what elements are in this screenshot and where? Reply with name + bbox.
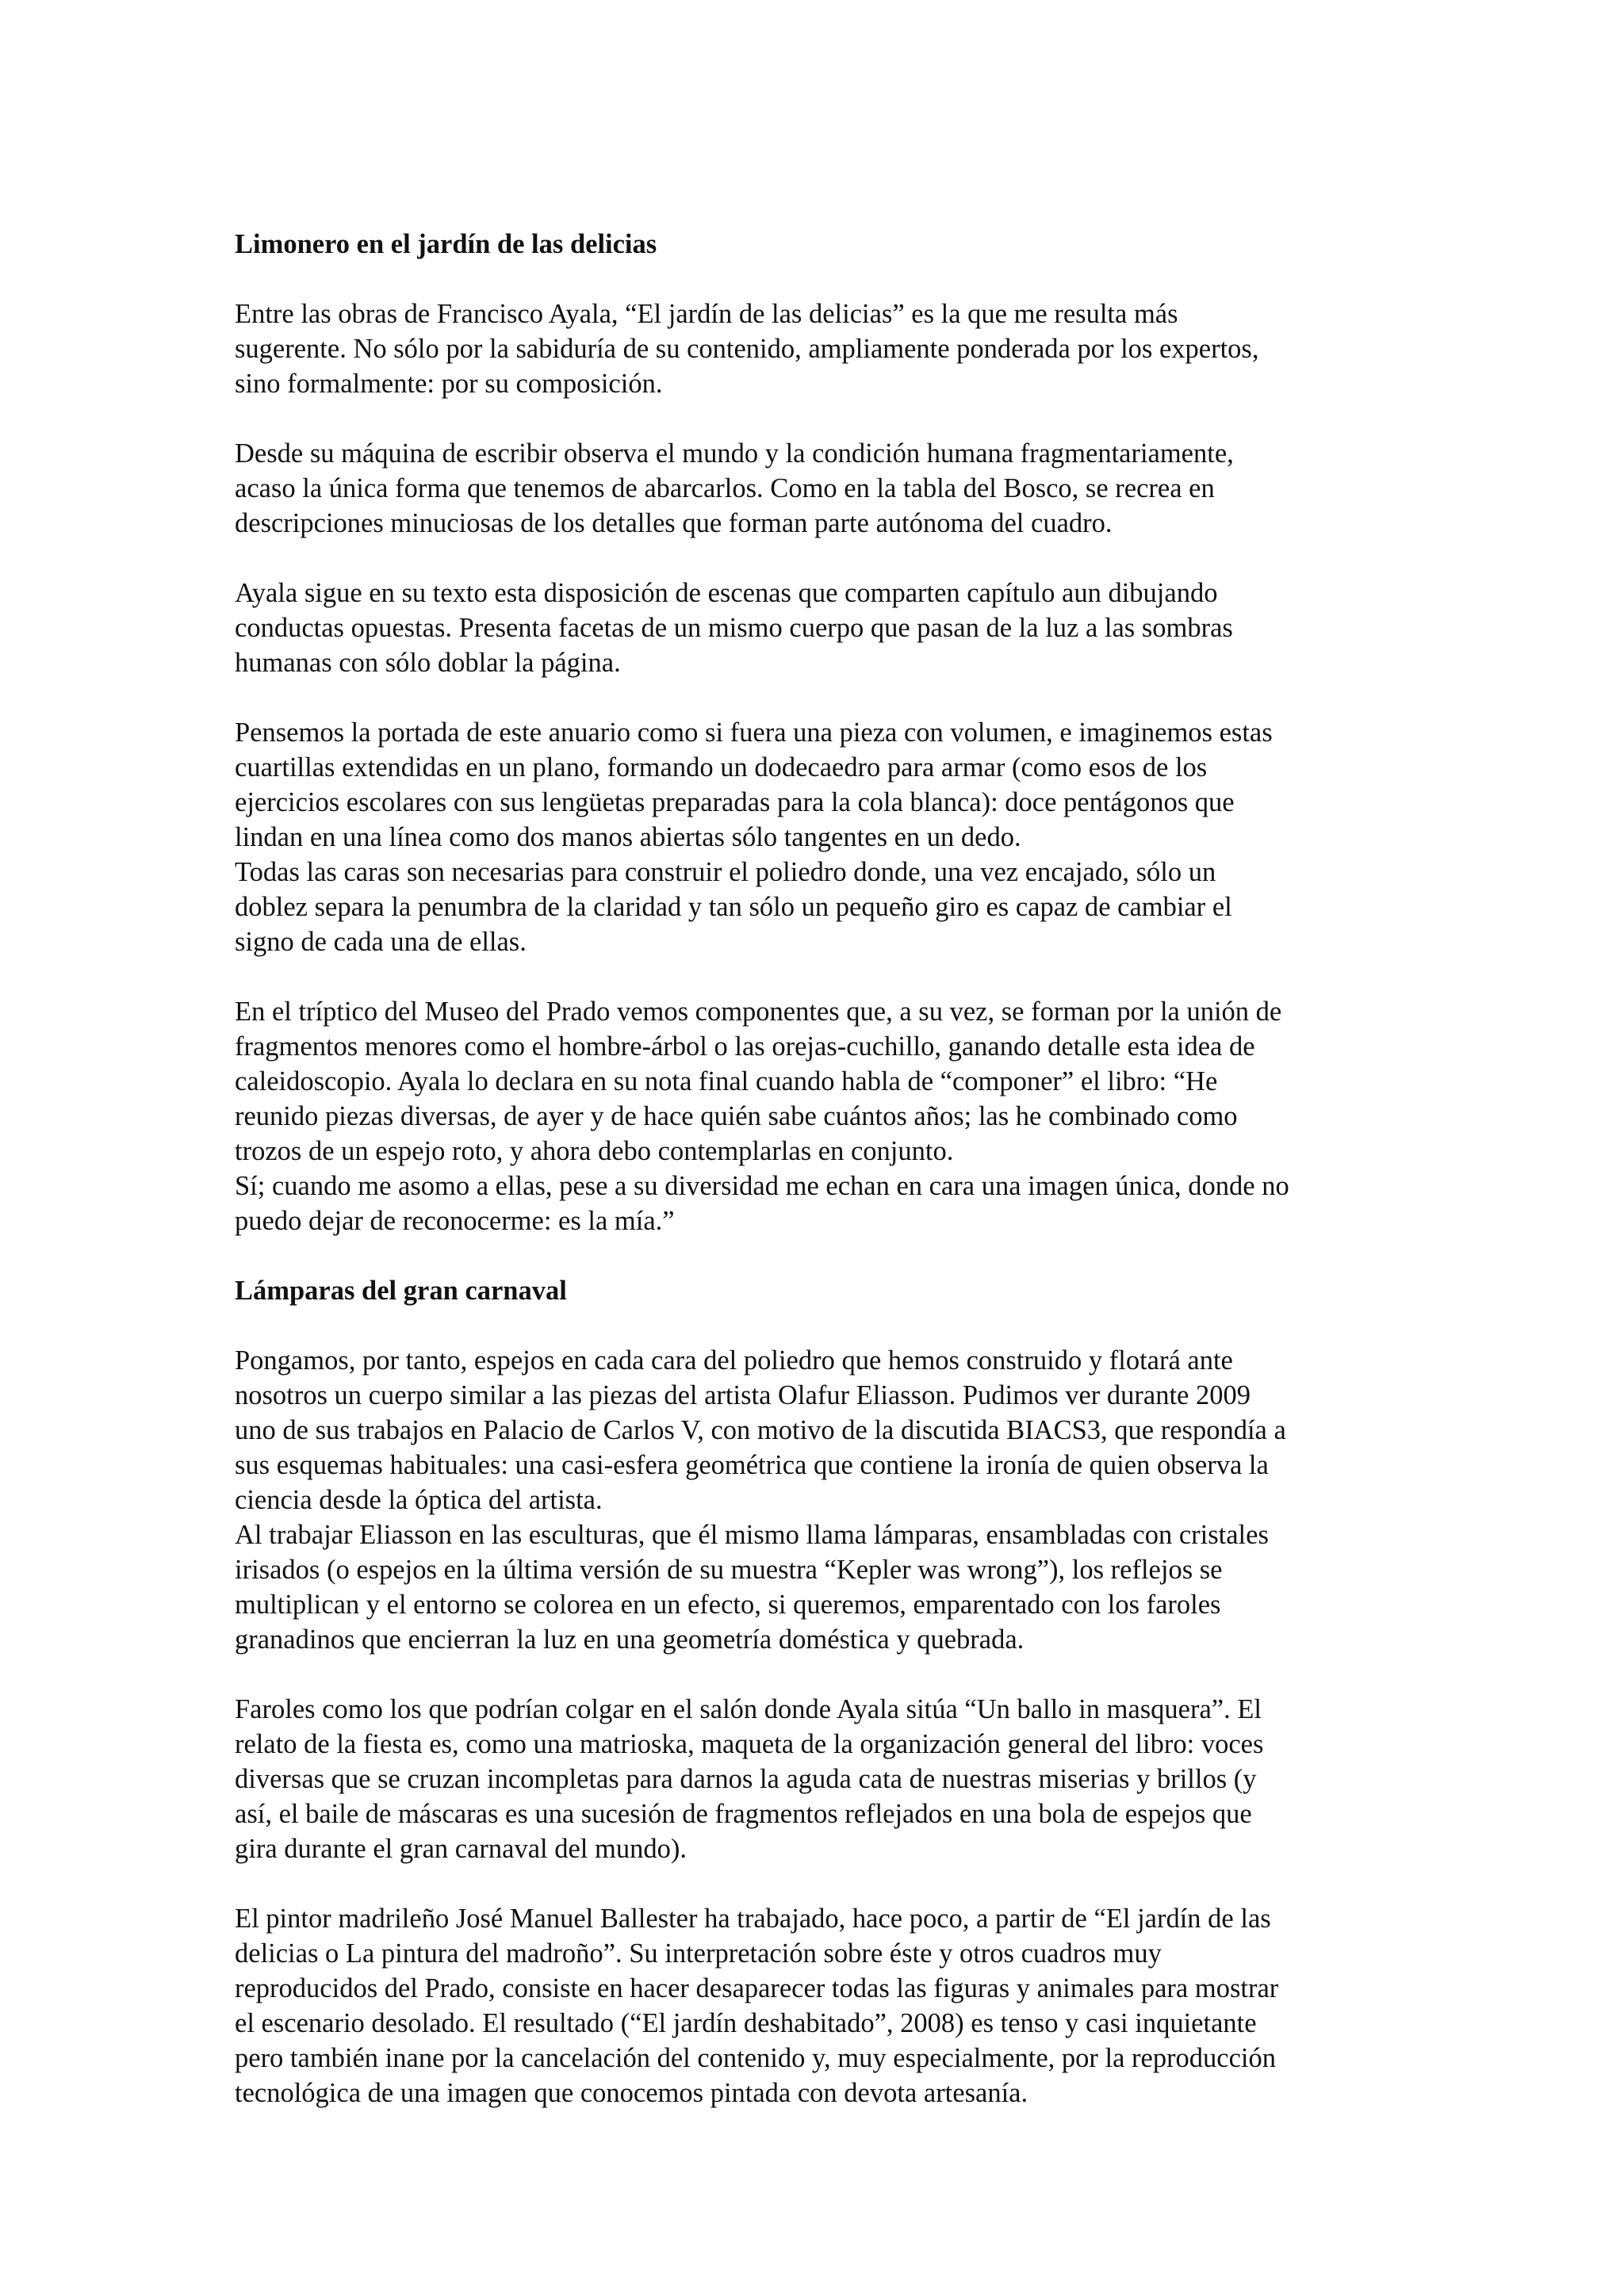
text-line: Sí; cuando me asomo a ellas, pese a su diversidad me echan en cara una imagen única, donde no bbox=[235, 1171, 1289, 1201]
text-line: signo de cada una de ellas. bbox=[235, 927, 527, 957]
text-line: sus esquemas habituales: una casi-esfera geométrica que contiene la ironía de quien observa la bbox=[235, 1450, 1269, 1480]
text-line: doblez separa la penumbra de la claridad y tan sólo un pequeño giro es capaz de cambiar el bbox=[235, 892, 1232, 922]
document-page bbox=[235, 227, 1408, 2145]
text-line: uno de sus trabajos en Palacio de Carlos V, con motivo de la discutida BIACS3, que respondía a bbox=[235, 1415, 1286, 1445]
text-line: multiplican y el entorno se colorea en un efecto, si queremos, emparentado con los faroles bbox=[235, 1590, 1221, 1620]
text-line: humanas con sólo doblar la página. bbox=[235, 648, 621, 678]
paragraph bbox=[235, 297, 1408, 401]
text-line: Desde su máquina de escribir observa el mundo y la condición humana fragmentariamente, bbox=[235, 438, 1234, 469]
text-line: puedo dejar de reconocerme: es la mía.” bbox=[235, 1206, 675, 1236]
text-line: delicias o La pintura del madroño”. Su interpretación sobre éste y otros cuadros muy bbox=[235, 1938, 1162, 1969]
section-heading: Lámparas del gran carnaval bbox=[235, 1276, 567, 1306]
text-line: Todas las caras son necesarias para construir el poliedro donde, una vez encajado, sólo un bbox=[235, 857, 1216, 887]
text-line: el escenario desolado. El resultado (“El jardín deshabitado”, 2008) es tenso y casi inquietante bbox=[235, 2008, 1257, 2038]
text-line: Ayala sigue en su texto esta disposición de escenas que comparten capítulo aun dibujando bbox=[235, 578, 1218, 608]
text-line: así, el baile de máscaras es una sucesión de fragmentos reflejados en una bola de espejos que bbox=[235, 1799, 1252, 1829]
section-heading: Limonero en el jardín de las delicias bbox=[235, 229, 657, 259]
paragraph bbox=[235, 436, 1408, 541]
text-line: relato de la fiesta es, como una matrioska, maqueta de la organización general del libro: voces bbox=[235, 1729, 1264, 1759]
text-line: fragmentos menores como el hombre-árbol o las orejas-cuchillo, ganando detalle esta idea de bbox=[235, 1031, 1255, 1062]
text-line: tecnológica de una imagen que conocemos pintada con devota artesanía. bbox=[235, 2078, 1028, 2108]
text-line: caleidoscopio. Ayala lo declara en su nota final cuando habla de “componer” el libro: “He bbox=[235, 1066, 1218, 1096]
text-line: granadinos que encierran la luz en una geometría doméstica y quebrada. bbox=[235, 1624, 1025, 1655]
text-line: irisados (o espejos en la última versión de su muestra “Kepler was wrong”), los reflejos se bbox=[235, 1555, 1223, 1585]
text-line: sino formalmente: por su composición. bbox=[235, 369, 663, 399]
paragraph bbox=[235, 576, 1408, 680]
text-line: Pensemos la portada de este anuario como si fuera una pieza con volumen, e imaginemos estas bbox=[235, 718, 1273, 748]
text-line: gira durante el gran carnaval del mundo). bbox=[235, 1834, 687, 1864]
text-line: El pintor madrileño José Manuel Ballester ha trabajado, hace poco, a partir de “El jardín de las bbox=[235, 1904, 1271, 1934]
text-line: sugerente. No sólo por la sabiduría de su contenido, ampliamente ponderada por los expertos, bbox=[235, 334, 1259, 364]
text-line: trozos de un espejo roto, y ahora debo contemplarlas en conjunto. bbox=[235, 1136, 954, 1166]
paragraph bbox=[235, 715, 1408, 959]
text-line: Faroles como los que podrían colgar en el salón donde Ayala sitúa “Un ballo in masquera”. El bbox=[235, 1694, 1262, 1724]
text-line: Pongamos, por tanto, espejos en cada cara del poliedro que hemos construido y flotará ante bbox=[235, 1345, 1233, 1376]
text-line: conductas opuestas. Presenta facetas de un mismo cuerpo que pasan de la luz a las sombras bbox=[235, 613, 1233, 643]
paragraph bbox=[235, 1901, 1408, 2110]
text-line: descripciones minuciosas de los detalles que forman parte autónoma del cuadro. bbox=[235, 508, 1113, 538]
text-line: cuartillas extendidas en un plano, formando un dodecaedro para armar (como esos de los bbox=[235, 752, 1208, 783]
paragraph bbox=[235, 994, 1408, 1238]
paragraph bbox=[235, 1343, 1408, 1657]
text-line: lindan en una línea como dos manos abiertas sólo tangentes en un dedo. bbox=[235, 822, 1021, 852]
text-line: ciencia desde la óptica del artista. bbox=[235, 1485, 603, 1515]
text-line: reproducidos del Prado, consiste en hacer desaparecer todas las figuras y animales para mostrar bbox=[235, 1973, 1279, 2003]
text-line: Entre las obras de Francisco Ayala, “El jardín de las delicias” es la que me resulta más bbox=[235, 299, 1178, 329]
text-line: En el tríptico del Museo del Prado vemos componentes que, a su vez, se forman por la unión de bbox=[235, 997, 1282, 1027]
text-line: pero también inane por la cancelación del contenido y, muy especialmente, por la reproducción bbox=[235, 2043, 1277, 2073]
text-line: Al trabajar Eliasson en las esculturas, que él mismo llama lámparas, ensambladas con cristales bbox=[235, 1520, 1269, 1550]
text-line: diversas que se cruzan incompletas para darnos la aguda cata de nuestras miserias y brillos (y bbox=[235, 1764, 1257, 1794]
text-line: reunido piezas diversas, de ayer y de hace quién sabe cuántos años; las he combinado como bbox=[235, 1101, 1238, 1131]
text-line: nosotros un cuerpo similar a las piezas del artista Olafur Eliasson. Pudimos ver durante 2009 bbox=[235, 1380, 1251, 1410]
text-line: acaso la única forma que tenemos de abarcarlos. Como en la tabla del Bosco, se recrea en bbox=[235, 473, 1215, 503]
text-line: ejercicios escolares con sus lengüetas preparadas para la cola blanca): doce pentágonos que bbox=[235, 787, 1235, 817]
paragraph bbox=[235, 1692, 1408, 1866]
